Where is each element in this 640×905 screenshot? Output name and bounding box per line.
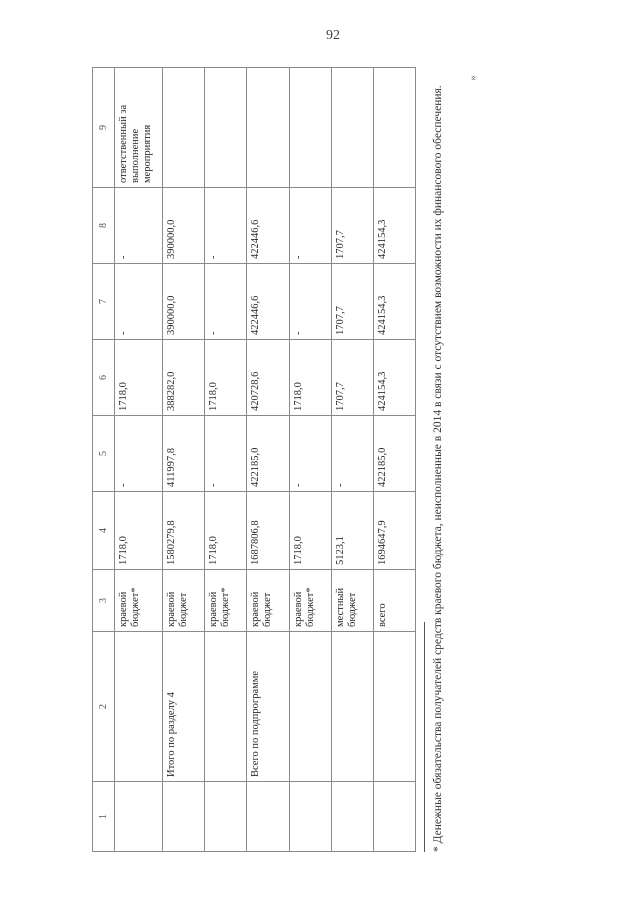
budget-table	[92, 67, 416, 852]
table-cell-col-1	[115, 782, 163, 852]
table-cell-col-9	[205, 68, 247, 188]
table-cell-col-5: 422185,0	[373, 416, 415, 492]
footnote-rule	[424, 622, 425, 852]
table-cell-col-2	[373, 632, 415, 782]
column-header: 8	[93, 188, 115, 264]
table-cell-col-3: местный бюджет	[331, 570, 373, 632]
table-cell-col-4: 1580279,8	[163, 492, 205, 570]
table-cell-col-7: 424154,3	[373, 264, 415, 340]
table-cell-col-5: -	[289, 416, 331, 492]
table-cell-col-3: краевой бюджет	[163, 570, 205, 632]
table-cell-col-7: 1707,7	[331, 264, 373, 340]
table-cell-col-7: 390000,0	[163, 264, 205, 340]
table-cell-col-7: 422446,6	[247, 264, 289, 340]
table-cell-col-2: Всего по подпрограмме	[247, 632, 289, 782]
table-cell-col-9	[163, 68, 205, 188]
table-cell-col-1	[373, 782, 415, 852]
table-cell-col-2	[115, 632, 163, 782]
table-cell-col-4: 1694647,9	[373, 492, 415, 570]
table-cell-col-5: -	[205, 416, 247, 492]
table-row	[205, 68, 247, 852]
table-cell-col-5: -	[331, 416, 373, 492]
table-cell-col-7: -	[205, 264, 247, 340]
table-cell-col-4: 1718,0	[289, 492, 331, 570]
table-cell-col-1	[289, 782, 331, 852]
table-cell-col-8: -	[289, 188, 331, 264]
table-cell-col-4: 1687806,8	[247, 492, 289, 570]
table-cell-col-1	[247, 782, 289, 852]
table-cell-col-4: 1718,0	[205, 492, 247, 570]
column-header: 6	[93, 340, 115, 416]
table-cell-col-6: 388282,0	[163, 340, 205, 416]
table-cell-col-9	[373, 68, 415, 188]
column-header: 4	[93, 492, 115, 570]
column-header: 3	[93, 570, 115, 632]
table-cell-col-9: ответственный за выполнение мероприятия	[115, 68, 163, 188]
table-cell-col-1	[163, 782, 205, 852]
table-cell-col-3: краевой бюджет*	[205, 570, 247, 632]
table-cell-col-3: краевой бюджет*	[115, 570, 163, 632]
table-cell-col-3: краевой бюджет*	[289, 570, 331, 632]
table-cell-col-8: -	[115, 188, 163, 264]
table-cell-col-6: 420728,6	[247, 340, 289, 416]
table-cell-col-4: 1718,0	[115, 492, 163, 570]
table-cell-col-3: краевой бюджет	[247, 570, 289, 632]
table-cell-col-2	[205, 632, 247, 782]
table-row	[247, 68, 289, 852]
table-cell-col-6: 424154,3	[373, 340, 415, 416]
table-row	[331, 68, 373, 852]
table-cell-col-6: 1718,0	[205, 340, 247, 416]
table-cell-col-9	[247, 68, 289, 188]
table-cell-col-8: 424154,3	[373, 188, 415, 264]
page-number: 92	[326, 28, 340, 43]
table-cell-col-8: 1707,7	[331, 188, 373, 264]
table-row	[373, 68, 415, 852]
table-cell-col-5: -	[115, 416, 163, 492]
table-cell-col-4: 5123,1	[331, 492, 373, 570]
table-cell-col-6: 1707,7	[331, 340, 373, 416]
table-cell-col-8: 422446,6	[247, 188, 289, 264]
table-cell-col-1	[205, 782, 247, 852]
table-cell-col-2	[331, 632, 373, 782]
column-header: 5	[93, 416, 115, 492]
table-cell-col-2: Итого по разделу 4	[163, 632, 205, 782]
table-cell-col-9	[289, 68, 331, 188]
budget-table-container	[92, 68, 416, 852]
table-row	[289, 68, 331, 852]
table-row	[115, 68, 163, 852]
column-header: 9	[93, 68, 115, 188]
table-cell-col-1	[331, 782, 373, 852]
column-header: 2	[93, 632, 115, 782]
table-cell-col-3: всего	[373, 570, 415, 632]
header-row	[93, 68, 115, 852]
table-cell-col-7: -	[115, 264, 163, 340]
corner-mark: »	[466, 75, 479, 81]
table-cell-col-6: 1718,0	[115, 340, 163, 416]
table-cell-col-8: 390000,0	[163, 188, 205, 264]
column-header: 1	[93, 782, 115, 852]
table-cell-col-6: 1718,0	[289, 340, 331, 416]
column-header: 7	[93, 264, 115, 340]
table-row	[163, 68, 205, 852]
table-cell-col-5: 411997,8	[163, 416, 205, 492]
table-cell-col-2	[289, 632, 331, 782]
table-cell-col-5: 422185,0	[247, 416, 289, 492]
footnote: * Денежные обязательства получателей средств краевого бюджета, неисполненные в 2014 в связи с отсутствием возможности их финансового обеспечения.	[432, 85, 444, 852]
table-cell-col-7: -	[289, 264, 331, 340]
table-cell-col-8: -	[205, 188, 247, 264]
table-cell-col-9	[331, 68, 373, 188]
